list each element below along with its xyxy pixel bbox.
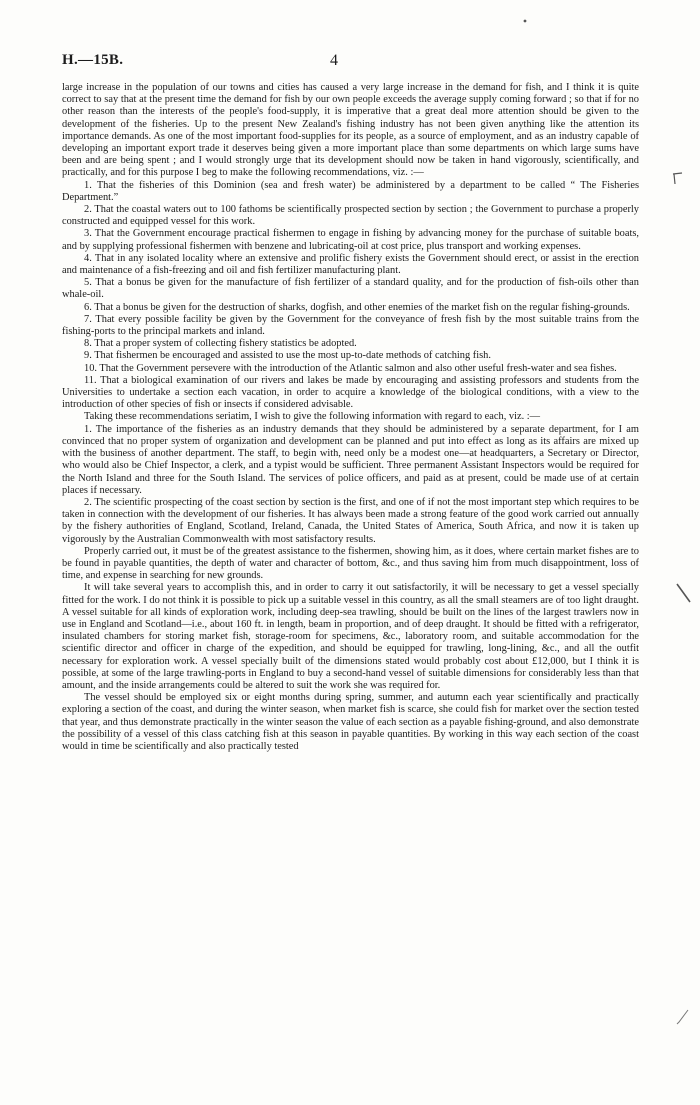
scan-dot	[522, 18, 528, 24]
recommendation-6: 6. That a bonus be given for the destruction of sharks, dogfish, and other enemies of the market fish on the regular fishing-grounds.	[84, 301, 630, 313]
page-number: 4	[330, 52, 338, 69]
recommendation-4: 4. That in any isolated locality where an extensive and prolific fishery exists the Government should erect, or assist in the erection and maintenance of a fish-freezing and oil and fish fertilizer manufacturing plant.	[62, 252, 639, 277]
recommendation-8: 8. That a proper system of collecting fishery statistics be adopted.	[84, 338, 357, 350]
recommendation-1: 1. That the fisheries of this Dominion (sea and fresh water) be administered by a department to be called “ The Fisheries Department.”	[62, 179, 639, 203]
paragraph-intro: large increase in the population of our towns and cities has caused a very large increase in the demand for fish, and I think it is quite correct to say that at the present time the demand for fish by our own people exceeds the average supply coming forward ; so that if for no other reason than the interests of the people's food-supply, it is imperative that a great deal more attention should be given to the development of the fisheries. Up to the present New Zealand's fishing industry has not been given anything like the attention its importance demands. As one of the most important food-supplies for its people, as a source of employment, and as an industry capable of developing an important export trade it deserves being given a more important place than some departments on which large sums have been and are being spent ; and I would strongly urge that its development should now be taken in hand vigorously, scientifically, and practically, and for this purpose I beg to make the following recommendations, viz. :—	[62, 82, 639, 179]
explanation-1: 1. The importance of the fisheries as an industry demands that they should be administered by a separate department, for I am convinced that no proper system of organization and development can be planned and put into effect as long as its affairs are mixed up with the business of another department. The staff, to begin with, need only be a modest one—at headquarters, a Secretary or Director, who would also be Chief Inspector, a clerk, and a typist would be sufficient. Three permanent Assistant Inspectors would be required for the North Island and three for the South Island. The services of police officers, and paid as at present, could be made use of at certain places if necessary.	[62, 423, 639, 496]
paragraph-vessel-employment: The vessel should be employed six or eight months during spring, summer, and autumn each year scientifically and practically exploring a section of the coast, and during the winter season, when market fish is scarce, she could fish for market over the section tested that year, and thus demonstrate practically in the winter season the value of each section as a payable fishing-ground, and also demonstrate the possibility of a vessel of this class catching fish at this season in payable quantities. By working in this way each section of the coast would in time be scientifically and also practically tested	[62, 692, 639, 752]
paragraph-properly-carried-out: Properly carried out, it must be of the greatest assistance to the fishermen, showing him, as it does, where certain market fishes are to be found in payable quantities, the depth of water and character of bottom, &c., and thus saving him from much disappointment, loss of time, and expense in searching for new grounds.	[62, 545, 639, 582]
recommendation-10: 10. That the Government persevere with the introduction of the Atlantic salmon and also other useful fresh-water and sea fishes.	[84, 362, 617, 374]
paragraph-vessel-requirements: It will take several years to accomplish this, and in order to carry it out satisfactorily, it will be necessary to get a vessel specially fitted for the work. I do not think it is possible to pick up a suitable vessel in this country, as all the small steamers are of too light draught. A vessel suitable for all kinds of exploration work, including deep-sea trawling, should be built on the lines of the largest trawlers now in use in England and Scotland—i.e., about 160 ft. in length, beam in proportion, and of deep draught. It should be fitted with a refrigerator, insulated chambers for storing market fish, storage-room for specimens, &c., laboratory room, and suitable accommodation for the scientific director and officer in charge of the expedition, and should be equipped for trawling, long-lining, &c., and all the outfit necessary for exploration work. A vessel specially built of the dimensions stated would probably cost about £12,000, but I think it is possible, at some of the large trawling-ports in England to buy a second-hand vessel of suitable dimensions for considerably less than that amount, and the inside arrangements could be altered to suit the work she was required for.	[62, 582, 639, 691]
page-header	[62, 52, 638, 74]
paragraph-seriatim: Taking these recommendations seriatim, I wish to give the following information with regard to each, viz. :—	[84, 411, 541, 423]
body-text	[62, 82, 639, 753]
recommendation-7: 7. That every possible facility be given by the Government for the conveyance of fresh fish by the most suitable trains from the fishing-ports to the principal markets and inland.	[62, 313, 639, 338]
recommendation-11: 11. That a biological examination of our rivers and lakes be made by encouraging and assisting professors and students from the Universities to undertake a section each vacation, in order to acquire a knowledge of the biological conditions, with a view to the introduction of other species of fish or insects if considered advisable.	[62, 374, 639, 411]
document-reference: H.—15B.	[62, 52, 124, 68]
explanation-2: 2. The scientific prospecting of the coast section by section is the first, and one of if not the most important step which requires to be taken in connection with the development of our fisheries. It has always been made a strong feature of the good work carried out annually by the fishery authorities of England, Scotland, Ireland, Canada, the United States of America, South Africa, and now it is taken up vigorously by the Australian Commonwealth with most satisfactory results.	[62, 496, 639, 545]
recommendation-5: 5. That a bonus be given for the manufacture of fish fertilizer of a standard quality, and for the production of fish-oils other than whale-oil.	[62, 277, 639, 301]
margin-mark-bottom-right	[676, 1008, 690, 1026]
recommendation-3: 3. That the Government encourage practical fishermen to engage in fishing by advancing money for the purchase of suitable boats, and by supplying professional fishermen with benzene and lubricating-oil at cost price, plus transport and working expenses.	[62, 228, 639, 252]
margin-mark-middle-right	[676, 582, 692, 606]
recommendation-2: 2. That the coastal waters out to 100 fathoms be scientifically prospected section by section ; the Government to purchase a properly constructed and equipped vessel for this work.	[62, 204, 639, 228]
recommendation-9: 9. That fishermen be encouraged and assisted to use the most up-to-date methods of catching fish.	[84, 350, 491, 362]
margin-mark-top-right	[672, 172, 684, 186]
